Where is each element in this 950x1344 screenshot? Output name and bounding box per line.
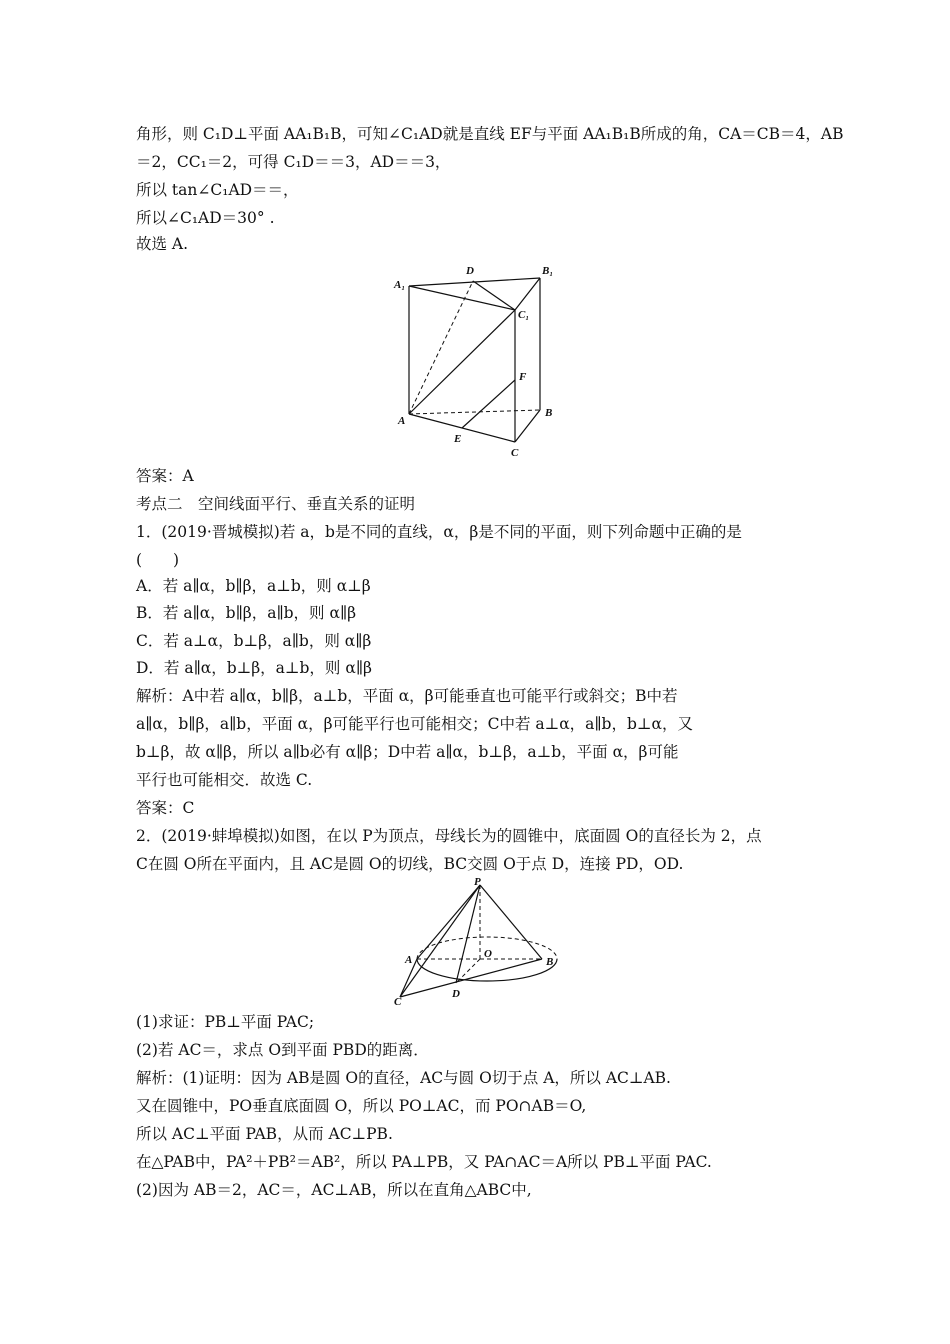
label-o: O xyxy=(484,948,492,960)
cone-figure xyxy=(392,877,567,1007)
segment-a-c1 xyxy=(409,310,515,414)
label-d: D xyxy=(452,988,460,1000)
label-e: E xyxy=(454,433,462,445)
segment-e-f xyxy=(462,380,515,428)
label-f: F xyxy=(519,371,527,383)
label-b1: B₁ xyxy=(542,265,554,277)
option-b: B．若 a∥α，b∥β，a∥b，则 α∥β xyxy=(136,604,357,622)
text-line-6: 答案：A xyxy=(136,467,194,485)
text-line-5: 故选 A. xyxy=(136,235,189,253)
hidden-edge-a-b xyxy=(409,410,540,414)
text-line-2: ＝2，CC₁＝2，可得 C₁D＝＝3，AD＝＝3， xyxy=(136,153,451,171)
text-line-1: 角形，则 C₁D⊥平面 AA₁B₁B，可知∠C₁AD就是直线 EF与平面 AA₁B₁B所成的角，CA＝CB＝4，AB xyxy=(136,125,844,143)
base-ellipse-front xyxy=(417,959,557,981)
label-p: P xyxy=(474,877,481,888)
question-2-line-2: C在圆 O所在平面内，且 AC是圆 O的切线，BC交圆 O于点 D，连接 PD，OD. xyxy=(136,855,684,873)
question-1: 1．(2019·晋城模拟)若 a，b是不同的直线，α，β是不同的平面，则下列命题中正确的是 xyxy=(136,523,742,541)
subquestion-2: (2)若 AC＝，求点 O到平面 PBD的距离． xyxy=(136,1041,429,1059)
analysis-line-3: b⊥β，故 α∥β，所以 a∥b必有 α∥β；D中若 a∥α，b⊥β，a⊥b，平面 α，β可能 xyxy=(136,743,679,761)
section-heading: 考点二 空间线面平行、垂直关系的证明 xyxy=(136,495,416,513)
label-b: B xyxy=(545,407,553,419)
subquestion-1: (1)求证：PB⊥平面 PAC; xyxy=(136,1013,315,1031)
label-a1: A₁ xyxy=(394,279,406,291)
edge-a1-c1 xyxy=(409,286,515,310)
answer-1: 答案：C xyxy=(136,799,195,817)
text-line-3: 所以 tan∠C₁AD＝＝， xyxy=(136,181,299,199)
label-a: A xyxy=(398,415,406,427)
analysis-line-2: a∥α，b∥β，a∥b，平面 α，β可能平行也可能相交；C中若 a⊥α，a∥b，b⊥α，又 xyxy=(136,715,693,733)
label-a: A xyxy=(405,954,413,966)
question-1-blank: ( ) xyxy=(136,551,180,569)
solution-line-1: 解析：(1)证明：因为 AB是圆 O的直径，AC与圆 O切于点 A，所以 AC⊥AB. xyxy=(136,1069,671,1087)
option-a: A．若 a∥α，b∥β，a⊥b，则 α⊥β xyxy=(136,577,371,595)
analysis-line-4: 平行也可能相交．故选 C. xyxy=(136,771,313,789)
solution-line-3: 所以 AC⊥平面 PAB，从而 AC⊥PB. xyxy=(136,1125,393,1143)
label-c: C xyxy=(394,996,402,1007)
solution-line-2: 又在圆锥中，PO垂直底面圆 O，所以 PO⊥AC，而 PO∩AB＝O, xyxy=(136,1097,587,1115)
label-d: D xyxy=(466,265,474,277)
edge-b1-c1 xyxy=(515,278,540,310)
solution-line-4: 在△PAB中，PA²＋PB²＝AB²，所以 PA⊥PB，又 PA∩AC＝A所以 PB⊥平面 PAC. xyxy=(136,1153,712,1171)
text-line-4: 所以∠C₁AD＝30° . xyxy=(136,209,275,227)
prism-figure xyxy=(390,262,565,462)
analysis-line-1: 解析：A中若 a∥α，b∥β，a⊥b，平面 α，β可能垂直也可能平行或斜交；B中若 xyxy=(136,687,678,705)
option-c: C．若 a⊥α，b⊥β，a∥b，则 α∥β xyxy=(136,632,372,650)
label-c: C xyxy=(511,447,519,459)
hidden-segment-a-d xyxy=(409,281,473,414)
label-b: B xyxy=(546,956,554,968)
question-2-line-1: 2．(2019·蚌埠模拟)如图，在以 P为顶点，母线长为的圆锥中，底面圆 O的直径长为 2，点 xyxy=(136,827,762,845)
label-c1: C₁ xyxy=(518,309,530,321)
option-d: D．若 a∥α，b⊥β，a⊥b，则 α∥β xyxy=(136,659,372,677)
edge-c-b xyxy=(515,410,540,442)
solution-line-5: (2)因为 AB＝2，AC＝，AC⊥AB，所以在直角△ABC中, xyxy=(136,1181,532,1199)
